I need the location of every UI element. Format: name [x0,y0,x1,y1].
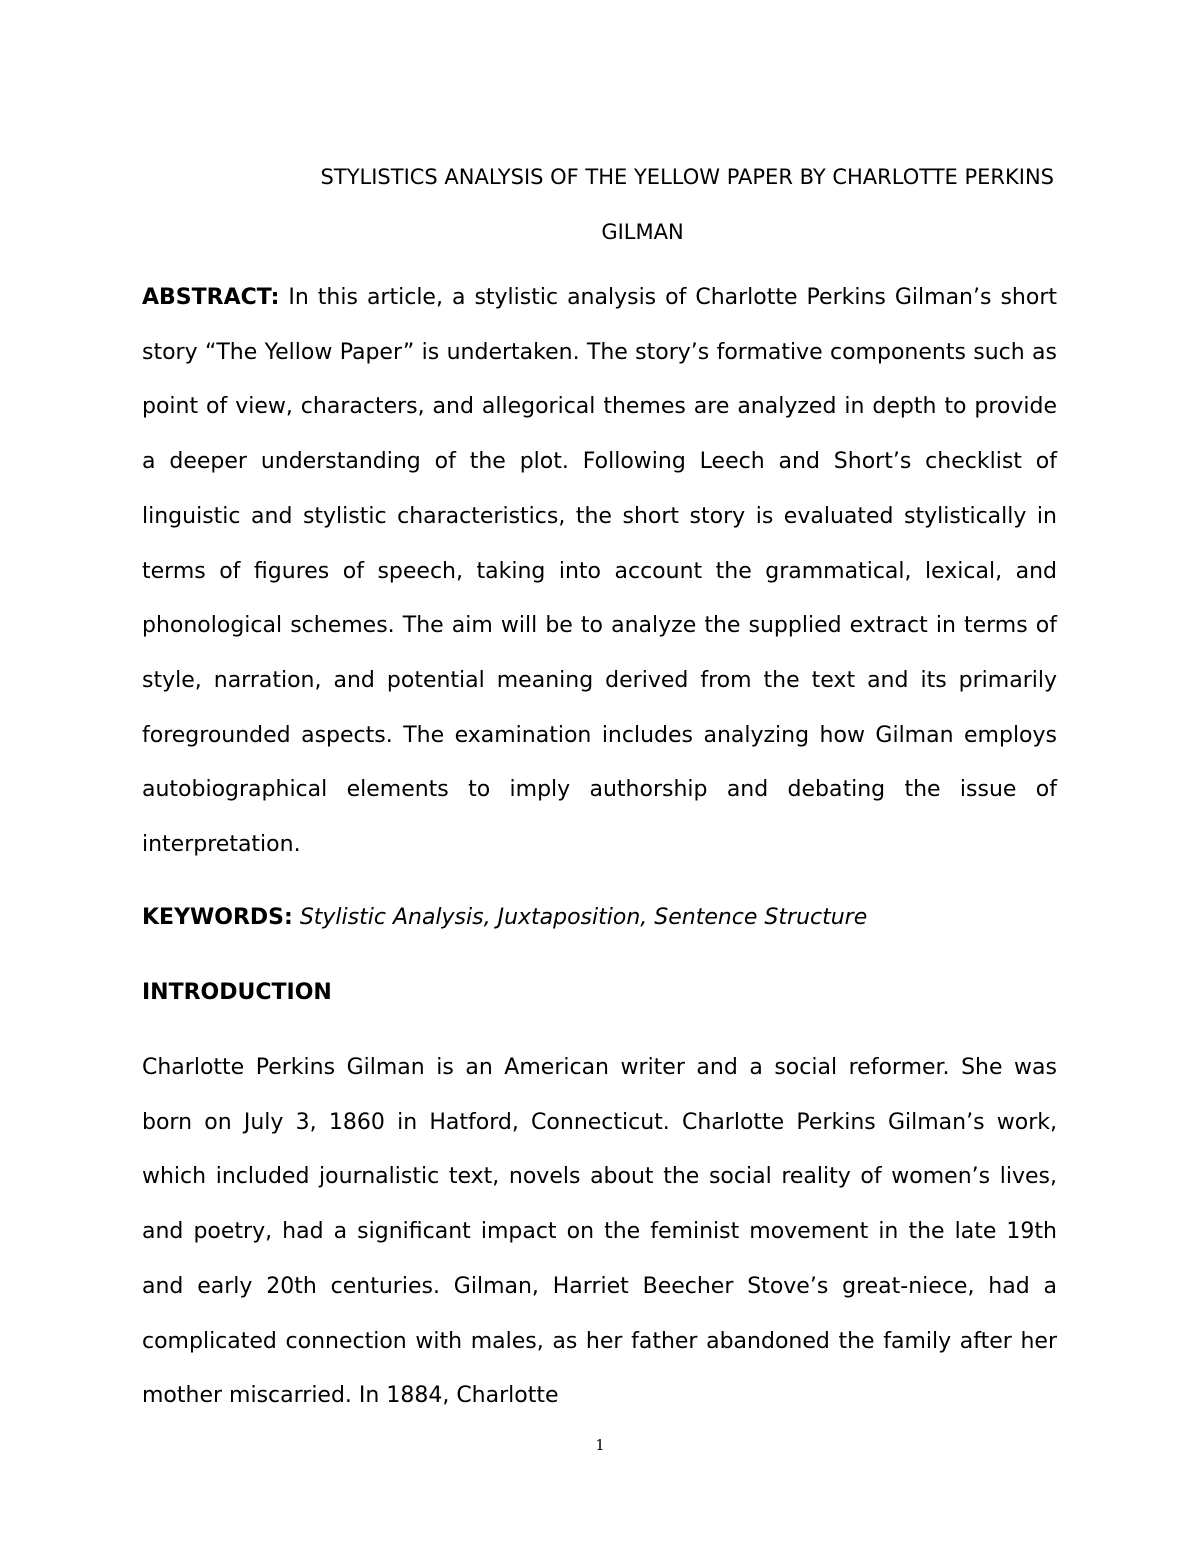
page-number: 1 [595,1436,605,1454]
abstract-text: In this article, a stylistic analysis of Charlotte Perkins Gilman’s short story “The Yellow Paper” is undertaken. The story’s formative components such as point of view, characters, and allegorical themes are analyzed in depth to provide a deeper understanding of the plot. Following Leech and Short’s checklist of linguistic and stylistic characteristics, the short story is evaluated stylistically in terms of figures of speech, taking into account the grammatical, lexical, and phonological schemes. The aim will be to analyze the supplied extract in terms of style, narration, and potential meaning derived from the text and its primarily foregrounded aspects. The examination includes analyzing how Gilman employs autobiographical elements to imply authorship and debating the issue of interpretation. [142,285,1057,858]
document-title [142,150,1057,260]
introduction-heading: INTRODUCTION [142,980,332,1005]
title-line-1: STYLISTICS ANALYSIS OF THE YELLOW PAPER BY CHARLOTTE PERKINS [320,165,1054,189]
keywords-label: KEYWORDS: [142,905,293,930]
keywords-paragraph [142,891,1057,946]
introduction-paragraph: Charlotte Perkins Gilman is an American writer and a social reformer. She was born on July 3, 1860 in Hatford, Connecticut. Charlotte Perkins Gilman’s work, which included journalistic text, novels about the social reality of women’s lives, and poetry, had a significant impact on the feminist movement in the late 19th and early 20th centuries. Gilman, Harriet Beecher Stove’s great-niece, had a complicated connection with males, as her father abandoned the family after her mother miscarried. In 1884, Charlotte [142,1055,1057,1409]
abstract-paragraph [142,271,1057,873]
title-line-2: GILMAN [601,220,684,244]
keywords-text: Stylistic Analysis, Juxtaposition, Sentence Structure [292,905,868,930]
abstract-label: ABSTRACT: [142,285,280,310]
